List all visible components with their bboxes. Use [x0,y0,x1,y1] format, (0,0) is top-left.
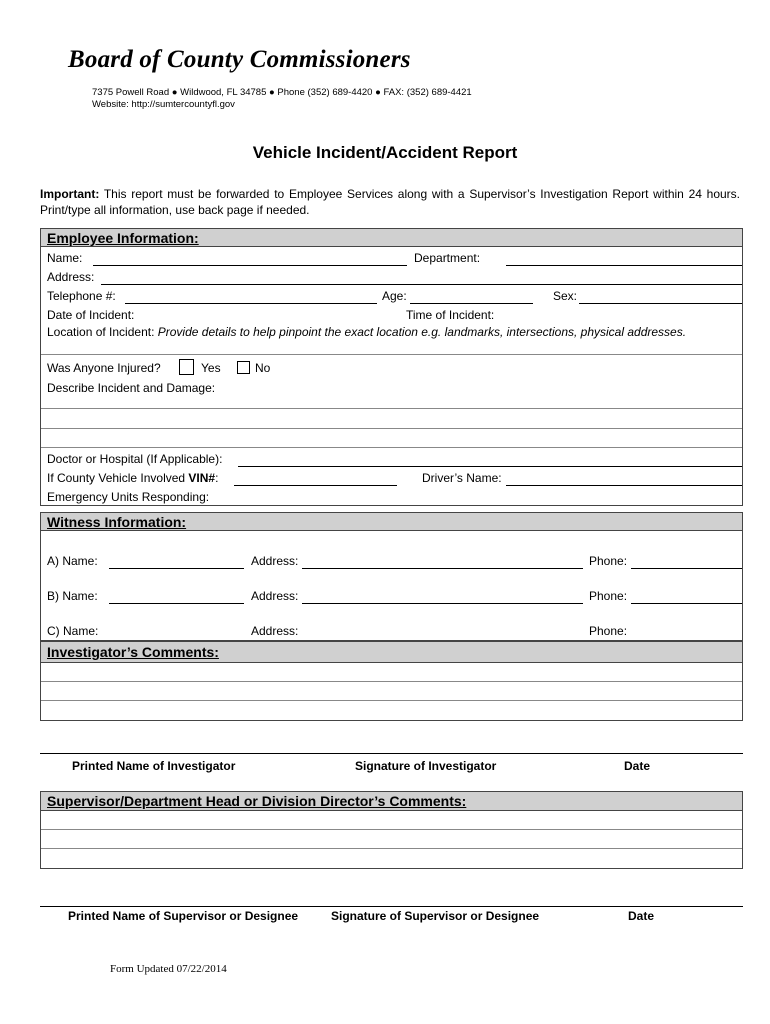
supervisor-date-label: Date [628,909,655,923]
important-label: Important: [40,187,100,201]
witness-info-heading: Witness Information: [41,513,742,531]
investigator-comments-heading: Investigator’s Comments: [41,642,742,663]
witness-row-a [41,531,742,566]
injury-describe-block [41,355,742,409]
location-label: Location of Incident: [47,325,158,339]
sex-field[interactable] [579,303,742,304]
witness-a-phone-label: Phone: [589,554,628,568]
department-label: Department: [414,251,481,265]
supervisor-signature-label: Signature of Supervisor or Designee [331,909,540,923]
telephone-label: Telephone #: [47,289,116,303]
supervisor-comment-line-1[interactable] [41,811,742,830]
describe-line-2[interactable] [41,429,742,448]
supervisor-printed-name-label: Printed Name of Supervisor or Designee [68,909,299,923]
witness-a-address-label: Address: [251,554,299,568]
doctor-label: Doctor or Hospital (If Applicable): [47,452,223,466]
employee-info-heading: Employee Information: [41,229,742,247]
name-label: Name: [47,251,83,265]
investigator-comment-line-1[interactable] [41,663,742,682]
supervisor-comments-heading: Supervisor/Department Head or Division Director’s Comments: [41,792,742,811]
supervisor-signature-line[interactable] [40,906,743,907]
org-address-line: 7375 Powell Road ● Wildwood, FL 34785 ● Phone (352) 689-4420 ● FAX: (352) 689-4421 [92,87,472,98]
age-label: Age: [382,289,407,303]
witness-b-phone-label: Phone: [589,589,628,603]
witness-c-name-label: C) Name: [47,624,99,638]
org-website-line: Website: http://sumtercountyfl.gov [92,99,235,110]
supervisor-comment-line-3[interactable] [41,849,742,868]
org-title: Board of County Commissioners [68,46,411,73]
describe-label: Describe Incident and Damage: [47,381,216,395]
time-of-incident-label: Time of Incident: [406,308,495,322]
address-label: Address: [47,270,95,284]
injured-no-checkbox[interactable] [237,361,250,374]
doctor-field[interactable] [238,466,742,467]
important-text: This report must be forwarded to Employee Services along with a Supervisor’s Investigation Report within 24 hours. Print/type all information, use back page if needed. [40,187,740,217]
witness-row-c [41,601,742,636]
employee-fields-block [41,247,742,355]
describe-line-1[interactable] [41,409,742,429]
location-hint: Provide details to help pinpoint the exact location e.g. landmarks, intersections, physical addresses. [157,325,687,339]
sex-label: Sex: [553,289,578,303]
vehicle-fields-block [41,448,742,505]
witness-row-b [41,566,742,601]
vin-suffix: : [215,471,219,485]
org-address-block [92,87,472,111]
driver-name-field[interactable] [506,485,742,486]
investigator-comments-section [40,641,743,721]
date-of-incident-label: Date of Incident: [47,308,135,322]
witness-c-phone-label: Phone: [589,624,628,638]
investigator-date-label: Date [624,759,651,773]
age-field[interactable] [410,303,533,304]
witness-info-section [40,512,743,641]
vin-bold: VIN# [188,471,216,485]
vin-prefix: If County Vehicle Involved [47,471,189,485]
witness-b-name-label: B) Name: [47,589,98,603]
investigator-printed-name-label: Printed Name of Investigator [72,759,236,773]
form-updated-footer: Form Updated 07/22/2014 [110,963,227,975]
vin-field[interactable] [234,485,397,486]
department-field[interactable] [506,265,742,266]
location-of-incident [47,325,686,339]
employee-info-section [40,228,743,506]
name-field[interactable] [93,265,407,266]
injured-no-label: No [255,361,271,375]
investigator-comment-line-2[interactable] [41,682,742,701]
driver-name-label: Driver’s Name: [422,471,502,485]
injured-yes-checkbox[interactable] [179,359,194,375]
important-notice [40,186,740,218]
vin-label [47,471,218,485]
supervisor-comment-line-2[interactable] [41,830,742,849]
telephone-field[interactable] [125,303,377,304]
witness-a-name-label: A) Name: [47,554,98,568]
injured-question: Was Anyone Injured? [47,361,161,375]
witness-c-address-label: Address: [251,624,299,638]
witness-b-address-label: Address: [251,589,299,603]
investigator-signature-line[interactable] [40,753,743,754]
supervisor-comments-section [40,791,743,869]
address-field[interactable] [101,284,742,285]
investigator-signature-label: Signature of Investigator [355,759,497,773]
investigator-comment-line-3[interactable] [41,701,742,720]
emergency-units-label: Emergency Units Responding: [47,490,210,504]
injured-yes-label: Yes [201,361,221,375]
document-title: Vehicle Incident/Accident Report [252,143,518,162]
